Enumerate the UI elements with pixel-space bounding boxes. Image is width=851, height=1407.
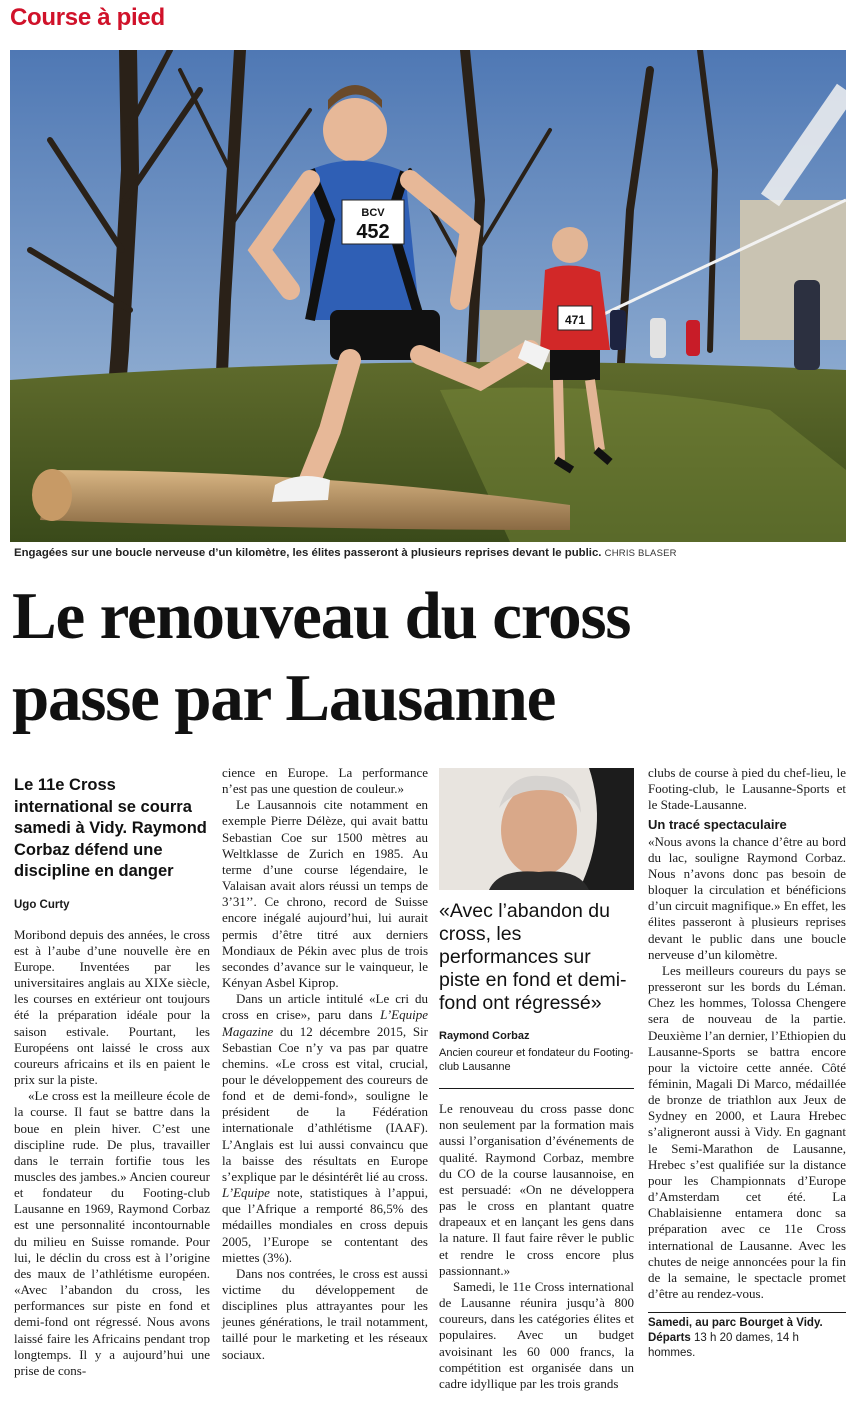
article-lead: Le 11e Cross international se courra samedi à Vidy. Raymond Corbaz défend une discipline en danger — [14, 776, 207, 880]
paragraph: Le Lausannois cite notamment en exemple Pierre Délèze, qui avait battu Sebastian Coe sur 1500 mètres au Weltklasse de Zurich en 1985. Au terme d’une course légendaire, le Valaisan avait alors réussi un temps de 3’31’’. Ce chrono, record de Suisse encore inégalé aujourd’hui, lui aurait permis d’être titré aux derniers Mondiaux de Pékin avec plus de trois secondes d’avance sur le vainqueur, le Kényan Asbel Kiprop. — [222, 797, 428, 991]
event-info-times: 13 h 20 dames, 14 h hommes. — [648, 1332, 799, 1360]
paragraph: Dans un article intitulé «Le cri du cross en crise», paru dans L’Equipe Magazine du 12 décembre 2015, Sir Sebastian Coe n’y va pas par quatre chemins. «Le cross est vital, crucial, pour le développement des coureurs de fond et de demi-fond», souligne le président de la Fédération internationale d’athlétisme (IAAF). L’Anglais est lui aussi convaincu que la baisse des résultats en Europe s’explique par le désintérêt lié au cross. L’Equipe note, statistiques à l’appui, que l’Afrique a remporté 86,5% des médailles mondiales en cross depuis 2005, l’Europe se contentant des miettes (3%). — [222, 991, 428, 1265]
quote-author-role: Ancien coureur et fondateur du Footing-club Lausanne — [439, 1047, 634, 1074]
paragraph: Dans nos contrées, le cross est aussi victime du développement de disciplines plus attrayantes pour les jeunes générations, le trail notamment, taillé pour le marketing et les réseaux sociaux. — [222, 1265, 428, 1362]
paragraph: «Le cross est la meilleure école de la course. Il faut se battre dans la boue en plein hiver. C’est une discipline rude. De plus, travailler dans le terrain fortifie tous les muscles des jambes.» Ancien coureur et fondateur du Footing-club Lausanne en 1969, Raymond Corbaz est une personnalité incontournable du milieu en Suisse romande. Pour lui, le déclin du cross est à l’origine des maux de l’athlétisme européen. «Avec l’abandon du cross, les performances sur piste en fond et demi-fond ont régressé. Nous avons laissé faire les Africains pendant trop longtemps. Il y a aujourd’hui une prise de cons- — [14, 1088, 210, 1378]
headline — [12, 575, 842, 739]
divider — [439, 1088, 634, 1089]
photo-caption — [14, 547, 844, 559]
cross-country-photo — [10, 50, 846, 542]
section-rubric: Course à pied — [10, 4, 165, 31]
article-column-4 — [648, 765, 846, 1361]
article-column-3 — [439, 765, 634, 1392]
paragraph: Le renouveau du cross passe donc non seulement par la formation mais aussi l’organisation d’événements de qualité. Raymond Corbaz, membre du CO de la course lausannoise, en est persuadé: «On ne développera pas le cross en plantant quatre drapeaux et en lançant les gens dans la nature. Il faut faire rêver le public et rendre le cross encore plus passionnant.» — [439, 1101, 634, 1278]
paragraph: Les meilleurs coureurs du pays se presseront sur les bords du Léman. Chez les hommes, Tolossa Chengere sera de nouveau de la partie. Deuxième l’an dernier, l’Ethiopien du Lausanne-Sports se battra encore pour la victoire cette année. Côté féminin, Magali Di Marco, médaillée de bronze de triathlon aux Jeux de Sydney en 2000, et Laura Hrebec s’aligneront aussi à Vidy. En gagnant le Semi-Marathon de Lausanne, Hrebec s’est qualifiée sur la distance pour les Championnats d’Europe d’Amsterdam cet été. La Chablaisienne entamera donc sa préparation avec ce 11e Cross international de Lausanne. Avec les chutes de neige annoncées pour la fin de la semaine, le spectacle promet d’être au rendez-vous. — [648, 962, 846, 1301]
quote-author: Raymond Corbaz — [439, 1030, 530, 1042]
paragraph: «Nous avons la chance d’être au bord du lac, souligne Raymond Corbaz. Nous n’avons donc pas besoin de bloquer la circulation et bénéficions d’un circuit magnifique.» En effet, les élites passeront à plusieurs reprises devant le public dans une boucle nerveuse d’un kilomètre. — [648, 833, 846, 962]
portrait-photo — [439, 768, 634, 890]
caption-text: Engagées sur une boucle nerveuse d’un kilomètre, les élites passeront à plusieurs reprises devant le public. — [14, 547, 602, 559]
paragraph: Samedi, le 11e Cross international de Lausanne réunira jusqu’à 800 coureurs, dans les catégories élites et populaires. Avec un budget avoisinant les 60 000 francs, la compétition est organisée dans un cadre idyllique par les trois grands — [439, 1278, 634, 1391]
subheading: Un tracé spectaculaire — [648, 817, 787, 833]
bib-number-second: 471 — [564, 313, 586, 327]
article-column-1 — [14, 765, 210, 1379]
bib-brand: BCV — [361, 207, 385, 219]
bib-number-front: 452 — [356, 221, 390, 243]
byline: Ugo Curty — [14, 898, 70, 911]
paragraph: clubs de course à pied du chef-lieu, le Footing-club, le Lausanne-Sports et le Stade-Lausanne. — [648, 765, 846, 813]
headline-line-1: Le renouveau du cross — [12, 579, 631, 653]
photo-credit: CHRIS BLASER — [604, 548, 677, 559]
paragraph: Moribond depuis des années, le cross est à l’aube d’une nouvelle ère en Europe. Inventées par les universitaires anglais au XIXe siècle, les courses en extérieur ont toujours été la préparation idéale pour la saison estivale. Pourtant, les Européens ont laissé le cross aux coureurs africains et ils en paient le prix sur la piste. — [14, 926, 210, 1088]
article-column-2 — [222, 765, 428, 1363]
paragraph: cience en Europe. La performance n’est pas une question de couleur.» — [222, 765, 428, 797]
event-info-box — [648, 1312, 846, 1361]
event-info-label: Samedi, au parc Bourget à Vidy. Départs — [648, 1317, 823, 1345]
headline-line-2: passe par Lausanne — [12, 661, 556, 735]
pull-quote: «Avec l’abandon du cross, les performances sur piste en fond et demi-fond ont régressé» — [439, 900, 627, 1014]
